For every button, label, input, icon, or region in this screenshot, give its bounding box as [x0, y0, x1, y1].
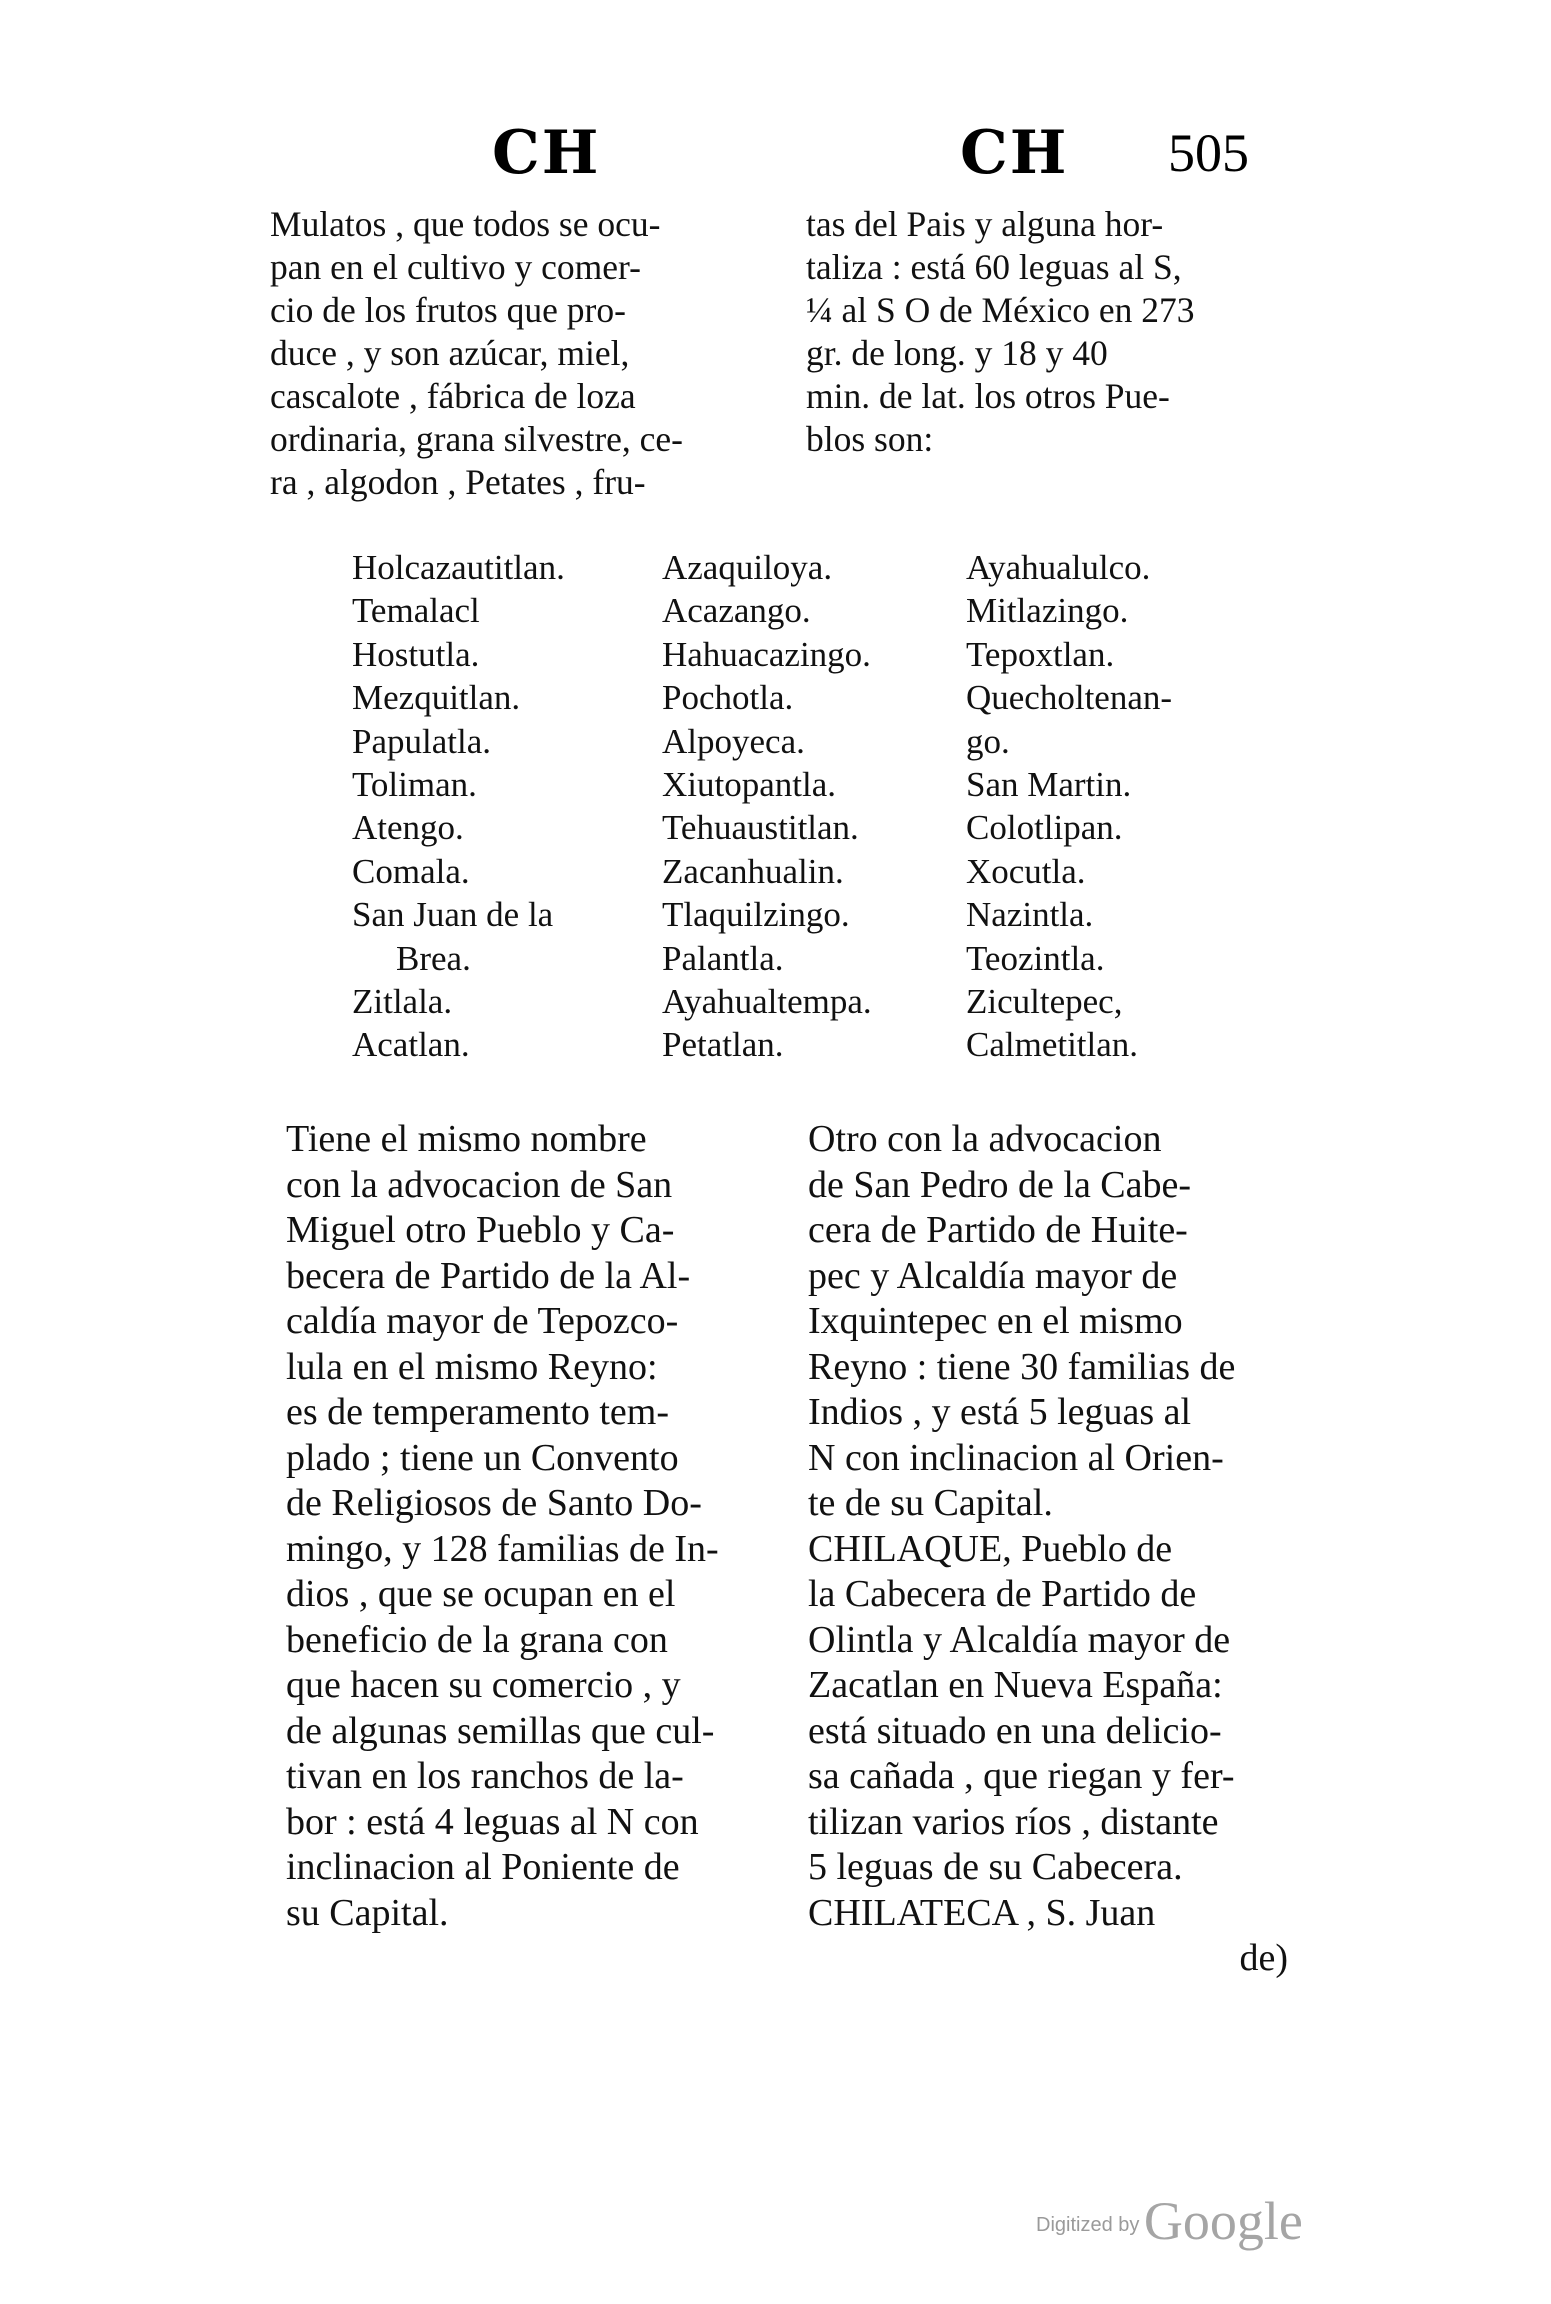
town-name: Toliman.: [352, 765, 477, 805]
text-line: cera de Partido de Huite-: [808, 1209, 1188, 1251]
text-line: gr. de long. y 18 y 40: [806, 333, 1108, 373]
town-name: Alpoyeca.: [662, 721, 805, 761]
text-line: es de temperamento tem-: [286, 1391, 670, 1433]
town-name: Teozintla.: [966, 938, 1105, 978]
text-line: te de su Capital.: [808, 1482, 1053, 1524]
town-name: Nazintla.: [966, 895, 1094, 935]
town-name: Zicultepec,: [966, 982, 1123, 1022]
town-name: Hostutla.: [352, 634, 480, 674]
text-line: taliza : está 60 leguas al S,: [806, 247, 1182, 287]
text-line: Reyno : tiene 30 familias de: [808, 1345, 1236, 1388]
text-line: Mulatos , que todos se ocu-: [270, 204, 661, 244]
town-name: Hahuacazingo.: [662, 634, 871, 674]
text-line: Tiene el mismo nombre: [286, 1118, 647, 1160]
text-line: becera de Partido de la Al-: [286, 1254, 691, 1297]
text-line: la Cabecera de Partido de: [808, 1573, 1197, 1615]
town-name: Calmetitlan.: [966, 1025, 1139, 1065]
text-line: min. de lat. los otros Pue-: [806, 376, 1170, 416]
town-name: Tepoxtlan.: [966, 634, 1115, 674]
text-line: su Capital.: [286, 1891, 449, 1934]
text-line: de algunas semillas que cul-: [286, 1709, 715, 1752]
catchword: de): [1239, 1937, 1288, 1979]
text-line: caldía mayor de Tepozco-: [286, 1300, 679, 1342]
digitization-watermark: [1036, 2190, 1303, 2252]
text-line: plado ; tiene un Convento: [286, 1436, 679, 1479]
entry-heading-line: CHILATECA , S. Juan: [808, 1891, 1156, 1934]
town-name: Zacanhualin.: [662, 851, 844, 891]
page-number: 505: [1168, 123, 1249, 183]
town-name: Ayahualulco.: [966, 548, 1151, 587]
town-name: Tehuaustitlan.: [662, 808, 859, 848]
town-name: Ayahualtempa.: [662, 982, 872, 1022]
text-line: Zacatlan en Nueva España:: [808, 1664, 1223, 1706]
text-line: está situado en una delicio-: [808, 1709, 1222, 1752]
text-line: lula en el mismo Reyno:: [286, 1345, 658, 1388]
town-name: San Juan de la: [352, 895, 554, 935]
text-line: Otro con la advocacion: [808, 1118, 1162, 1160]
text-line: bor : está 4 leguas al N con: [286, 1800, 699, 1843]
town-name: Tlaquilzingo.: [662, 895, 850, 935]
text-line: duce , y son azúcar, miel,: [270, 333, 630, 373]
town-name: Brea.: [396, 938, 471, 978]
town-name: Mitlazingo.: [966, 591, 1129, 631]
town-name: Comala.: [352, 851, 470, 891]
town-name: Papulatla.: [352, 721, 491, 761]
town-name: Xocutla.: [966, 851, 1086, 891]
watermark-label: Digitized by: [1036, 2214, 1140, 2236]
town-name: Atengo.: [352, 808, 464, 848]
town-name: Holcazautitlan.: [352, 548, 565, 587]
text-line: cio de los frutos que pro-: [270, 290, 626, 330]
text-line: sa cañada , que riegan y fer-: [808, 1755, 1235, 1797]
text-line: tas del Pais y alguna hor-: [806, 204, 1164, 244]
text-line: ¼ al S O de México en 273: [806, 290, 1195, 330]
text-line: con la advocacion de San: [286, 1163, 673, 1206]
text-line: 5 leguas de su Cabecera.: [808, 1846, 1183, 1888]
text-line: tivan en los ranchos de la-: [286, 1755, 684, 1797]
text-line: que hacen su comercio , y: [286, 1664, 681, 1706]
text-line: de Religiosos de Santo Do-: [286, 1482, 702, 1524]
top-right-column: [806, 203, 1194, 461]
town-name: Azaquiloya.: [662, 548, 833, 587]
town-name: San Martin.: [966, 765, 1132, 805]
text-line: N con inclinacion al Orien-: [808, 1436, 1224, 1479]
town-name: go.: [966, 721, 1010, 761]
town-name: Acatlan.: [352, 1025, 470, 1065]
running-head-left: CH: [492, 118, 601, 188]
town-name: Petatlan.: [662, 1025, 784, 1065]
running-head-right: CH: [960, 118, 1069, 188]
text-line: pec y Alcaldía mayor de: [808, 1254, 1178, 1297]
text-line: ra , algodon , Petates , fru-: [270, 462, 646, 502]
text-line: Indios , y está 5 leguas al: [808, 1391, 1192, 1433]
town-name: Colotlipan.: [966, 808, 1123, 848]
bottom-right-column: [808, 1117, 1288, 1982]
town-name: Palantla.: [662, 938, 784, 978]
town-name: Zitlala.: [352, 982, 453, 1022]
town-list-column-1: [352, 546, 565, 1067]
text-line: Ixquintepec en el mismo: [808, 1300, 1183, 1342]
town-name: Xiutopantla.: [662, 765, 836, 805]
text-line: tilizan varios ríos , distante: [808, 1800, 1219, 1843]
text-line: pan en el cultivo y comer-: [270, 247, 641, 287]
text-line: blos son:: [806, 419, 934, 459]
google-logo: Google: [1143, 2191, 1303, 2251]
top-left-column: [270, 203, 683, 504]
town-name: Acazango.: [662, 591, 811, 631]
text-line: inclinacion al Poniente de: [286, 1846, 680, 1888]
town-list-column-3: [966, 546, 1172, 1067]
text-line: Miguel otro Pueblo y Ca-: [286, 1209, 675, 1251]
entry-heading-line: CHILAQUE, Pueblo de: [808, 1527, 1173, 1570]
text-line: ordinaria, grana silvestre, ce-: [270, 419, 683, 459]
town-list-column-2: [662, 546, 872, 1067]
town-name: Mezquitlan.: [352, 678, 521, 718]
text-line: de San Pedro de la Cabe-: [808, 1163, 1192, 1206]
bottom-left-column: [286, 1117, 719, 1936]
text-line: cascalote , fábrica de loza: [270, 376, 636, 416]
text-line: beneficio de la grana con: [286, 1618, 668, 1661]
town-name: Temalacl: [352, 591, 480, 631]
town-name: Quecholtenan-: [966, 678, 1173, 718]
text-line: Olintla y Alcaldía mayor de: [808, 1618, 1231, 1661]
text-line: mingo, y 128 familias de In-: [286, 1527, 719, 1570]
town-name: Pochotla.: [662, 678, 794, 718]
text-line: dios , que se ocupan en el: [286, 1573, 676, 1615]
